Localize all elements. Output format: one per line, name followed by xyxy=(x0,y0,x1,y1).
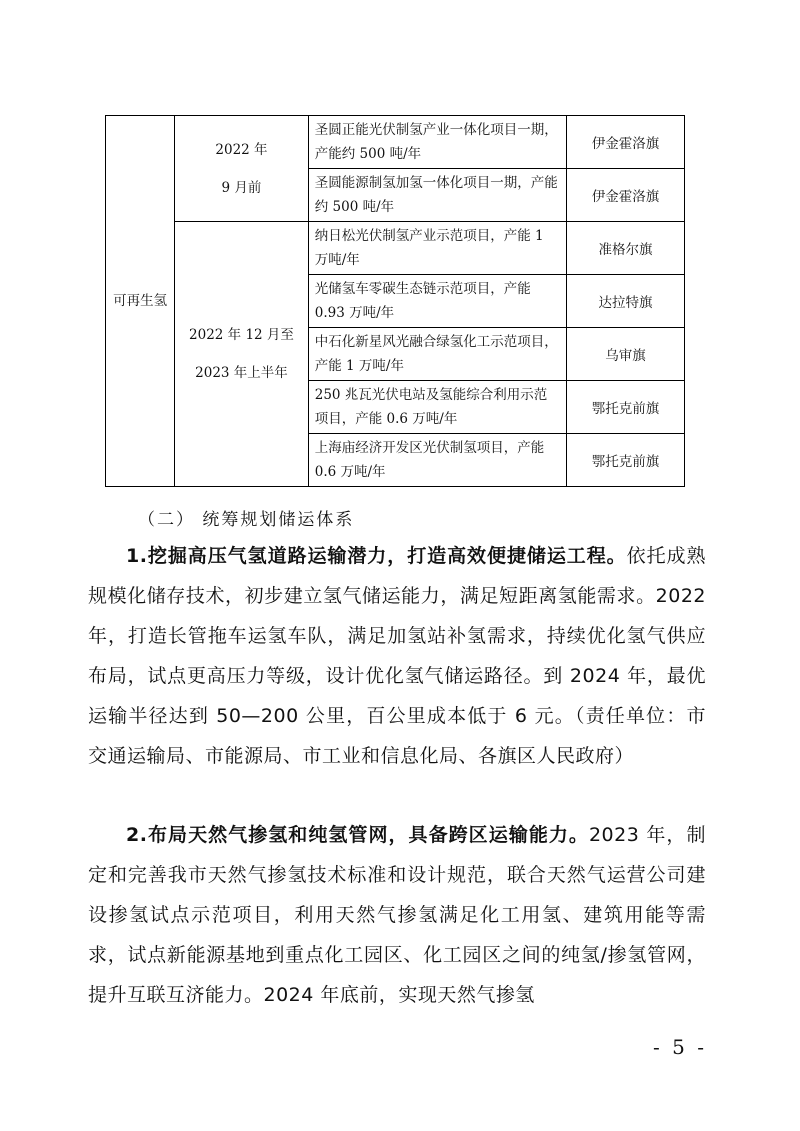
hydrogen-projects-table xyxy=(105,115,685,487)
project-cell: 圣圆正能光伏制氢产业一体化项目一期，产能约 500 吨/年 xyxy=(308,116,566,169)
section-heading: （二） 统筹规划储运体系 xyxy=(138,510,355,530)
category-cell: 可再生氢 xyxy=(106,116,175,487)
page-number: - 5 - xyxy=(653,1035,707,1059)
paragraph-body: 2023 年，制定和完善我市天然气掺氢技术标准和设计规范，联合天然气运营公司建设掺氢试点示范项目，利用天然气掺氢满足化工用氢、建筑用能等需求，试点新能源基地到重点化工园区、化工园区之间的纯氢/掺氢管网，提升互联互济能力。2024 年底前，实现天然气掺氢 xyxy=(88,824,706,1006)
location-cell: 伊金霍洛旗 xyxy=(566,116,684,169)
project-cell: 250 兆瓦光伏电站及氢能综合利用示范项目，产能 0.6 万吨/年 xyxy=(308,381,566,434)
project-cell: 光储氢车零碳生态链示范项目，产能 0.93 万吨/年 xyxy=(308,275,566,328)
table-row xyxy=(106,116,685,169)
location-cell: 达拉特旗 xyxy=(566,275,684,328)
location-cell: 准格尔旗 xyxy=(566,222,684,275)
project-cell: 中石化新星风光融合绿氢化工示范项目，产能 1 万吨/年 xyxy=(308,328,566,381)
location-cell: 伊金霍洛旗 xyxy=(566,169,684,222)
paragraph-storage-transport xyxy=(88,536,706,776)
project-cell: 纳日松光伏制氢产业示范项目，产能 1 万吨/年 xyxy=(308,222,566,275)
paragraph-lead: 2.布局天然气掺氢和纯氢管网，具备跨区运输能力。 xyxy=(126,824,589,846)
location-cell: 鄂托克前旗 xyxy=(566,434,684,487)
paragraph-pipeline-network xyxy=(88,815,706,1015)
project-cell: 圣圆能源制氢加氢一体化项目一期，产能约 500 吨/年 xyxy=(308,169,566,222)
table-row xyxy=(106,222,685,275)
time-cell: 2022 年 12 月至 2023 年上半年 xyxy=(175,222,309,487)
paragraph-body: 依托成熟规模化储存技术，初步建立氢气储运能力，满足短距离氢能需求。2022 年，打造长管拖车运氢车队，满足加氢站补氢需求，持续优化氢气供应布局，试点更高压力等级，设计优化氢气储运路径。到 2024 年，最优运输半径达到 50—200 公里，百公里成本低于 6 元。（责任单位：市交通运输局、市能源局、市工业和信息化局、各旗区人民政府） xyxy=(88,545,706,767)
location-cell: 乌审旗 xyxy=(566,328,684,381)
project-cell: 上海庙经济开发区光伏制氢项目，产能 0.6 万吨/年 xyxy=(308,434,566,487)
time-cell: 2022 年 9 月前 xyxy=(175,116,309,222)
location-cell: 鄂托克前旗 xyxy=(566,381,684,434)
paragraph-lead: 1.挖掘高压气氢道路运输潜力，打造高效便捷储运工程。 xyxy=(126,545,627,567)
